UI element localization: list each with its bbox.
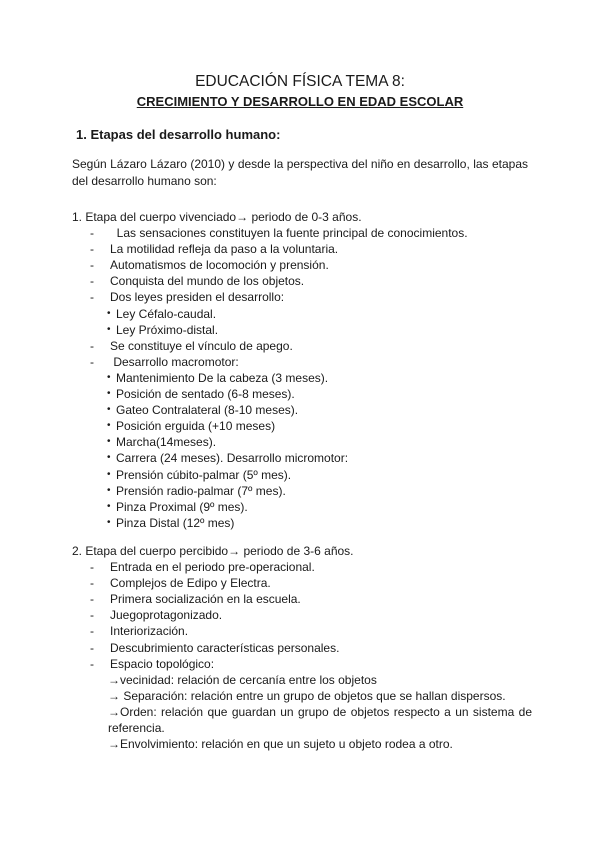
list-item: - Conquista del mundo de los objetos. [72,273,532,289]
stage-2-heading: 2. Etapa del cuerpo percibido→ periodo de 3-6 años. [72,544,354,558]
list-item: - Las sensaciones constituyen la fuente principal de conocimientos. [72,225,532,241]
stage-2 [72,543,532,752]
stage-1 [72,209,532,531]
list-item: - Interiorización. [72,623,532,639]
list-item: • Posición de sentado (6-8 meses). [72,386,532,402]
list-item: → Separación: relación entre un grupo de objetos que se hallan dispersos. [108,688,506,703]
list-item: - Desarrollo macromotor: [72,354,532,370]
list-item: - Primera socialización en la escuela. [72,591,532,607]
list-item: →Envolvimiento: relación en que un sujeto u objeto rodea a otro. [108,737,453,752]
list-item: • Pinza Distal (12º mes) [72,515,532,531]
list-item: - Entrada en el periodo pre-operacional. [72,559,532,575]
list-item: • Ley Próximo-distal. [72,322,532,338]
list-item: - Se constituye el vínculo de apego. [72,338,532,354]
list-item: - Espacio topológico: [72,656,532,672]
intro-paragraph: Según Lázaro Lázaro (2010) y desde la perspectiva del niño en desarrollo, las etapas del desarrollo humano son: [72,157,528,188]
list-item: • Gateo Contralateral (8-10 meses). [72,402,532,418]
list-item: - La motilidad refleja da paso a la voluntaria. [72,241,532,257]
stage-1-list [72,225,532,531]
stage-2-list [72,559,532,752]
list-item: • Posición erguida (+10 meses) [72,418,532,434]
document-subtitle: CRECIMIENTO Y DESARROLLO EN EDAD ESCOLAR [136,94,464,109]
list-item: - Descubrimiento características personales. [72,640,532,656]
list-item: - Complejos de Edipo y Electra. [72,575,532,591]
section-heading: 1. Etapas del desarrollo humano: [76,127,281,142]
list-item: • Marcha(14meses). [72,434,532,450]
list-item: - Automatismos de locomoción y prensión. [72,257,532,273]
list-item: • Mantenimiento De la cabeza (3 meses). [72,370,532,386]
list-item: →Orden: relación que guardan un grupo de objetos respecto a un sistema de referencia. [108,704,532,736]
document-title: EDUCACIÓN FÍSICA TEMA 8: [195,73,405,90]
list-item: • Prensión cúbito-palmar (5º mes). [72,467,532,483]
list-item: →vecinidad: relación de cercanía entre los objetos [108,672,377,687]
list-item: • Carrera (24 meses). Desarrollo micromotor: [72,450,532,466]
stage-1-heading: 1. Etapa del cuerpo vivenciado→ periodo de 0-3 años. [72,210,362,224]
list-item: • Prensión radio-palmar (7º mes). [72,483,532,499]
list-item: • Pinza Proximal (9º mes). [72,499,532,515]
list-item: - Dos leyes presiden el desarrollo: [72,289,532,305]
list-item: • Ley Céfalo-caudal. [72,306,532,322]
list-item: - Juegoprotagonizado. [72,607,532,623]
